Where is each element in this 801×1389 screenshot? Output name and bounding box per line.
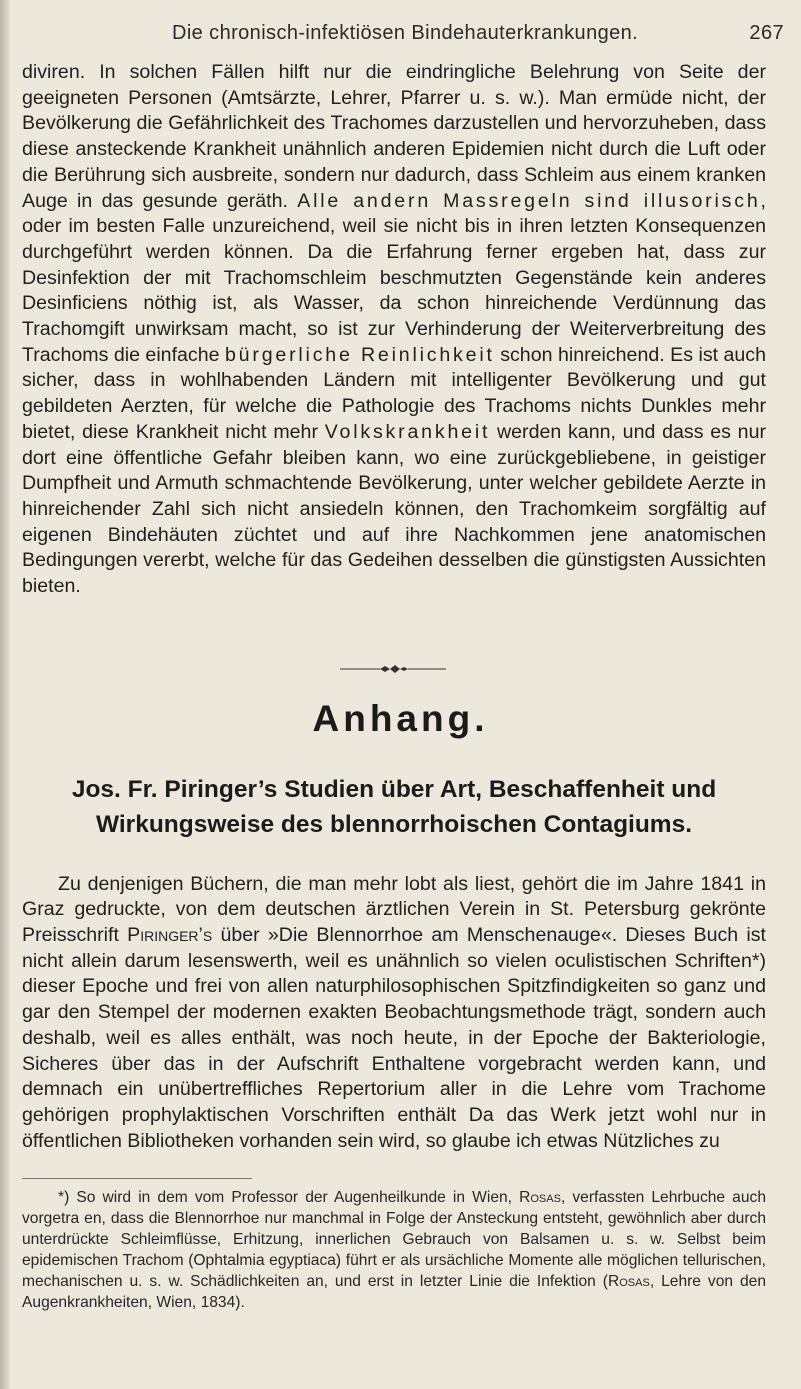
emphasis-spaced: Alle andern Massregeln sind illusorisch xyxy=(297,189,761,212)
footnote xyxy=(22,1187,766,1313)
author-name: Rosas xyxy=(607,1273,650,1290)
running-head-title: Die chronisch-infektiösen Bindehauterkrankungen. xyxy=(172,22,639,44)
appendix-text xyxy=(22,852,766,1174)
text-run: , verfassten Lehrbuche auch vorgetra en, dass die Blennorrhoe nur manchmal in Folge der Ansteckung entsteht, gewöhnlich aber durch unterdrückte Schleimflüsse, Erhitzung, innerlichen Gebrauch von Balsamen u. s. w. Selbst beim epidemischen Trachom (Ophtalmia egyptiaca) führt er als ursächliche Momente alle möglichen tellurischen, mechanischen u. s. w. Schädlichkeiten an, und erst in letzter Linie die Infektion ( xyxy=(22,1189,766,1290)
author-name: Piringer’s xyxy=(127,924,213,946)
text-run: diviren. In solchen Fällen hilft nur die eindringliche Belehrung von Seite der geeigneten Personen (Amtsärzte, Lehrer, Pfarrer u. s. w.). Man ermüde nicht, der Bevölkerung die Gefährlichkeit des Trachomes darzustellen und hervorzuheben, dass diese ansteckende Krankheit unähnlich anderen Epidemien nicht durch die Luft oder die Berührung sich ausbreite, sondern nur dadurch, dass Schleim aus einem kranken Auge in das gesunde geräth. xyxy=(22,61,766,212)
appendix-heading: Jos. Fr. Piringer’s Studien über Art, Beschaffenheit und Wirkungsweise des blennorrhoischen Contagiums. xyxy=(71,776,717,838)
appendix-paragraph xyxy=(22,872,766,1155)
page-number: 267 xyxy=(749,22,784,44)
page-gutter-shadow xyxy=(0,0,10,1389)
text-run: , Lehre von den Augenkrankheiten, Wien, 1834). xyxy=(22,1273,767,1311)
text-run: über »Die Blennorrhoe am Menschenauge«. Dieses Buch ist nicht allein darum lesenswerth, weil es unähnlich so vielen oculistischen Schriften*) dieser Epoche und frei von allen naturphilosophischen Spitzfindigkeiten so ganz und gar den Stempel der modernen exakten Beobachtungsmethode trägt, sondern auch deshalb, weil es alles enthält, was noch heute, in der Epoche der Bakteriologie, Sicheres über das in der Aufschrift Enthaltene vorgebracht werden kann, und demnach ein unübertreffliches Repertorium aller in die Lehre vom Trachome gehörigen prophylaktischen Vorschriften enthält Da das Werk jetzt wohl nur in öffentlichen Bibliotheken vorhanden sein wird, so glaube ich etwas Nützliches zu xyxy=(22,924,766,1152)
emphasis-spaced: bürgerliche Reinlichkeit xyxy=(224,343,495,366)
main-text xyxy=(22,60,766,600)
appendix-title: Anhang. xyxy=(312,698,489,739)
ornamental-rule xyxy=(340,664,446,674)
text-run: werden kann, und dass es nur dort eine öffentliche Gefahr bleiben kann, wo eine zurückgebliebene, in geistiger Dumpfheit und Armuth schmachtende Bevölkerung, unter welcher gebildete Aerzte in hinreichender Zahl sich nicht ansiedeln können, den Trachomkeim sorgfältig auf eigenen Bindehäuten züchtet und auf ihre Nachkommen jene anatomischen Bedingungen vererbt, welche für das Gedeihen desselben die günstigsten Aussichten bieten. xyxy=(22,420,766,598)
author-name: Rosas xyxy=(519,1189,561,1206)
running-head xyxy=(20,22,788,48)
emphasis-spaced: Volkskrankheit xyxy=(324,420,491,443)
text-run: schon hinreichend. Es ist auch sicher, dass in wohlhabenden Ländern mit intelligenter Bevölkerung und gut gebildeten Aerzten, für welche die Pathologie des Trachoms nichts Dunkles mehr bietet, diese Krankheit nicht mehr xyxy=(22,343,766,443)
footnote-rule xyxy=(22,1178,252,1179)
paragraph-1 xyxy=(22,60,766,600)
footnote-paragraph xyxy=(22,1187,766,1313)
text-run: , oder im besten Falle unzureichend, weil sie nicht bis in ihren letzten Konsequenzen durchgeführt werden können. Da die Erfahrung ferner ergeben hat, dass zur Desinfektion der mit Trachomschleim beschmutzten Gegenstände kein anderes Desinficiens nöthig ist, als Wasser, da schon hinreichende Verdünnung das Trachomgift unwirksam macht, so ist zur Verhinderung der Weiterverbreitung des Trachoms die einfache xyxy=(22,189,766,366)
text-run: *) So wird in dem vom Professor der Augenheilkunde in Wien, xyxy=(58,1189,520,1206)
text-run: Zu denjenigen Büchern, die man mehr lobt als liest, gehört die im Jahre 1841 in Graz gedruckte, von dem deutschen ärztlichen Verein in St. Petersburg gekrönte Preisschrift xyxy=(22,872,766,946)
